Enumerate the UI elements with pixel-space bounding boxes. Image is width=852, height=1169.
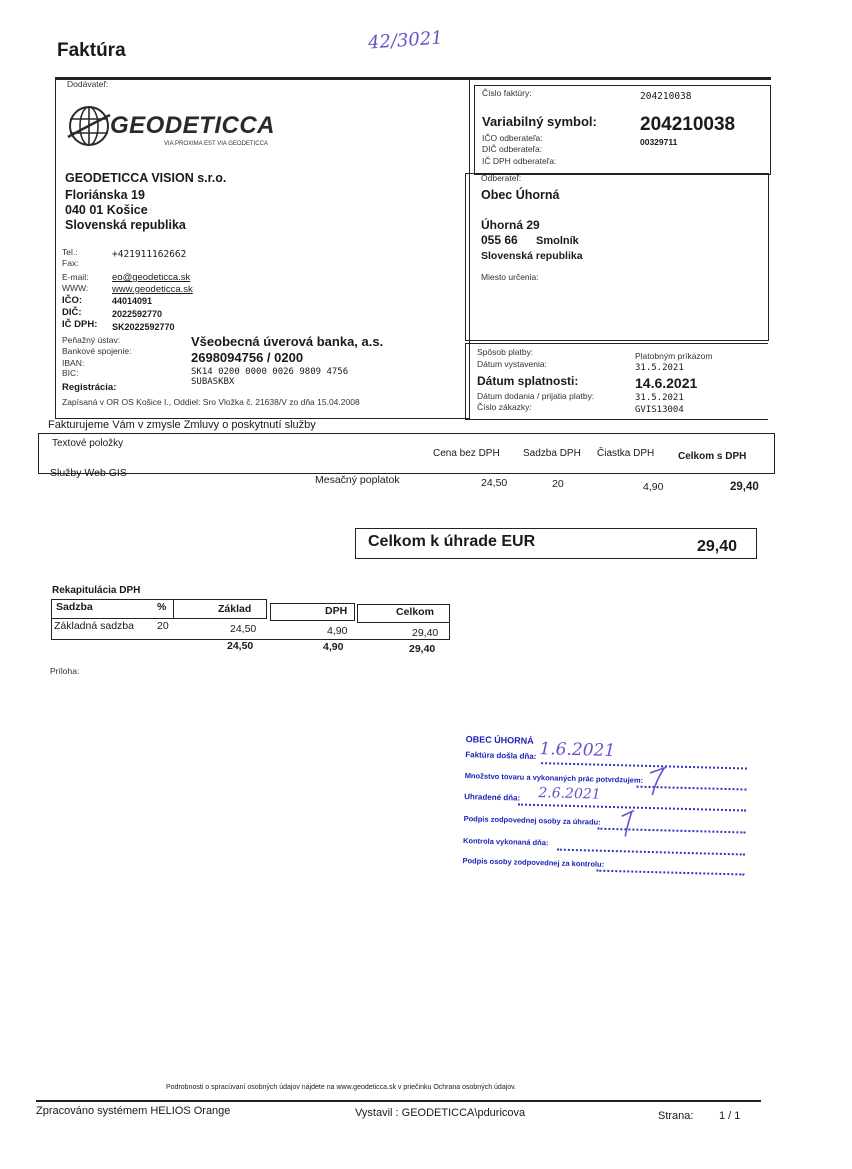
customer-street: Úhorná 29 xyxy=(481,218,540,232)
recap-col-celkom: Celkom xyxy=(396,606,434,618)
recap-row-vat: 4,90 xyxy=(327,625,348,637)
customer-ico-value: 00329711 xyxy=(640,137,678,147)
bank-account-label: Bankové spojenie: xyxy=(62,346,132,356)
variable-symbol-label: Variabilný symbol: xyxy=(482,114,597,129)
bank-name: Všeobecná úverová banka, a.s. xyxy=(191,334,384,349)
destination-label: Miesto určenia: xyxy=(481,272,539,282)
recap-col-dph: DPH xyxy=(325,605,348,617)
payment-method-label: Spôsob platby: xyxy=(477,347,534,357)
globe-icon xyxy=(66,103,112,149)
attachment-label: Príloha: xyxy=(50,666,80,676)
tel-value: +421911162662 xyxy=(112,249,187,260)
stamp-line-sign-control: Podpis osoby zodpovednej za kontrolu: xyxy=(462,856,605,869)
handwritten-paid-date: 2.6.2021 xyxy=(538,785,601,803)
email-value[interactable]: eo@geodeticca.sk xyxy=(112,272,191,283)
handwritten-signature-2 xyxy=(617,804,642,839)
footer-issued-by: Vystavil : GEODETICCA\pduricova xyxy=(355,1107,526,1119)
bank-account: 2698094756 / 0200 xyxy=(191,350,304,365)
due-date-label: Dátum splatnosti: xyxy=(477,374,579,388)
customer-country: Slovenská republika xyxy=(481,250,583,262)
invoice-number-label: Číslo faktúry: xyxy=(482,88,532,98)
ico-label: IČO: xyxy=(62,295,83,306)
recap-row-base: 24,50 xyxy=(230,623,257,635)
recap-sum-vat: 4,90 xyxy=(323,641,344,653)
stamp-dots-6 xyxy=(596,870,744,876)
iban-label: IBAN: xyxy=(62,358,85,368)
email-label: E-mail: xyxy=(62,272,89,282)
item-description: Mesačný poplatok xyxy=(315,474,400,486)
items-header-box xyxy=(38,433,775,474)
tel-label: Tel.: xyxy=(62,247,78,257)
www-label: WWW: xyxy=(62,283,89,293)
logo-text: GEODETICCA xyxy=(110,112,276,139)
items-header-rate: Sadzba DPH xyxy=(523,448,581,459)
iban-value: SK14 0200 0000 0026 9809 4756 xyxy=(191,367,349,377)
recap-sum-total: 29,40 xyxy=(409,643,436,655)
variable-symbol: 204210038 xyxy=(640,114,736,135)
customer-label: Odberateľ: xyxy=(481,173,522,183)
stamp-line-control: Kontrola vykonaná dňa: xyxy=(462,836,549,848)
www-value[interactable]: www.geodeticca.sk xyxy=(112,284,193,295)
handwritten-reference: 42/3021 xyxy=(367,27,444,54)
recap-row-pct: 20 xyxy=(157,620,169,632)
supplier-zip-city: 040 01 Košice xyxy=(65,203,148,217)
customer-ico-label: IČO odberateľa: xyxy=(482,133,543,143)
customer-city: Smolník xyxy=(536,235,579,247)
page-title: Faktúra xyxy=(57,40,126,61)
bank-institution-label: Peňažný ústav: xyxy=(62,335,121,345)
delivery-date-value: 31.5.2021 xyxy=(635,393,684,403)
total-due-label: Celkom k úhrade EUR xyxy=(368,533,536,550)
footer-page-label: Strana: xyxy=(658,1110,694,1122)
stamp-line-received: Faktúra došla dňa: xyxy=(465,750,537,762)
total-due-value: 29,40 xyxy=(697,538,738,555)
handwritten-signature-1 xyxy=(643,763,674,798)
customer-dic-label: DIČ odberateľa: xyxy=(482,144,543,154)
recap-col-pct: % xyxy=(157,601,167,613)
footer-rule xyxy=(36,1100,761,1102)
recap-title: Rekapitulácia DPH xyxy=(52,585,141,596)
item-price: 24,50 xyxy=(481,477,508,489)
registration-label: Registrácia: xyxy=(62,382,117,393)
icdph-label: IČ DPH: xyxy=(62,319,98,330)
recap-col-zaklad: Základ xyxy=(218,603,252,615)
due-date-value: 14.6.2021 xyxy=(635,375,698,391)
items-header-price: Cena bez DPH xyxy=(433,448,500,459)
supplier-label: Dodávateľ: xyxy=(67,79,109,89)
supplier-name: GEODETICCA VISION s.r.o. xyxy=(65,171,227,185)
order-number-value: GVIS13004 xyxy=(635,405,684,415)
dic-value: 2022592770 xyxy=(112,309,163,319)
order-number-label: Číslo zákazky: xyxy=(477,402,532,412)
delivery-date-label: Dátum dodania / prijatia platby: xyxy=(477,391,595,401)
company-logo xyxy=(66,103,288,151)
item-total: 29,40 xyxy=(730,481,759,493)
dic-label: DIČ: xyxy=(62,307,82,318)
issue-date-value: 31.5.2021 xyxy=(635,363,684,373)
stamp-org: OBEC ÚHORNÁ xyxy=(465,734,534,746)
payment-method-value: Platobným príkazom xyxy=(635,351,713,361)
items-header-text: Textové položky xyxy=(52,438,124,449)
footer-page-value: 1 / 1 xyxy=(719,1110,741,1122)
supplier-street: Floriánska 19 xyxy=(65,188,145,202)
recap-row-total: 29,40 xyxy=(412,627,439,639)
item-name: Služby Web GIS xyxy=(50,467,127,479)
items-header-total: Celkom s DPH xyxy=(678,451,747,462)
supplier-country: Slovenská republika xyxy=(65,218,186,232)
recap-col-sadzba: Sadzba xyxy=(56,601,93,613)
stamp-line-sign-payment: Podpis zodpovednej osoby za úhradu: xyxy=(463,814,601,827)
footer-system: Zpracováno systémem HELIOS Orange xyxy=(36,1105,231,1117)
fax-label: Fax: xyxy=(62,258,79,268)
customer-zip: 055 66 xyxy=(481,233,518,247)
customer-name: Obec Úhorná xyxy=(481,188,560,202)
invoice-number: 204210038 xyxy=(640,91,692,102)
bic-value: SUBASKBX xyxy=(191,377,235,387)
stamp-line-confirm: Množstvo tovaru a vykonaných prác potvrdzujem: xyxy=(464,771,644,785)
stamp-dots-5 xyxy=(557,849,745,856)
item-rate: 20 xyxy=(552,478,564,490)
issue-date-label: Dátum vystavenia: xyxy=(477,359,547,369)
stamp-line-paid: Uhradené dňa: xyxy=(464,792,521,803)
receipt-stamp xyxy=(456,728,755,886)
recap-sum-base: 24,50 xyxy=(227,640,254,652)
items-header-vat: Čiastka DPH xyxy=(597,448,655,459)
customer-icdph-label: IČ DPH odberateľa: xyxy=(482,156,557,166)
gdpr-note: Podrobnosti o spracúvaní osobných údajov nájdete na www.geodeticca.sk v priečinku Ochrana osobných údajov. xyxy=(166,1084,517,1091)
ico-value: 44014091 xyxy=(112,296,153,306)
icdph-value: SK2022592770 xyxy=(112,322,175,332)
logo-tagline: VIA PROXIMA EST VIA GEODETICCA xyxy=(164,141,268,147)
intro-text: Fakturujeme Vám v zmysle Zmluvy o poskytnutí služby xyxy=(48,419,316,431)
item-vat: 4,90 xyxy=(643,481,664,493)
registration-text: Zapísaná v OR OS Košice I., Oddiel: Sro Vložka č. 21638/V zo dňa 15.04.2008 xyxy=(62,397,360,407)
recap-row-name: Základná sadzba xyxy=(54,620,134,632)
handwritten-received-date: 1.6.2021 xyxy=(539,739,616,762)
bic-label: BIC: xyxy=(62,368,79,378)
